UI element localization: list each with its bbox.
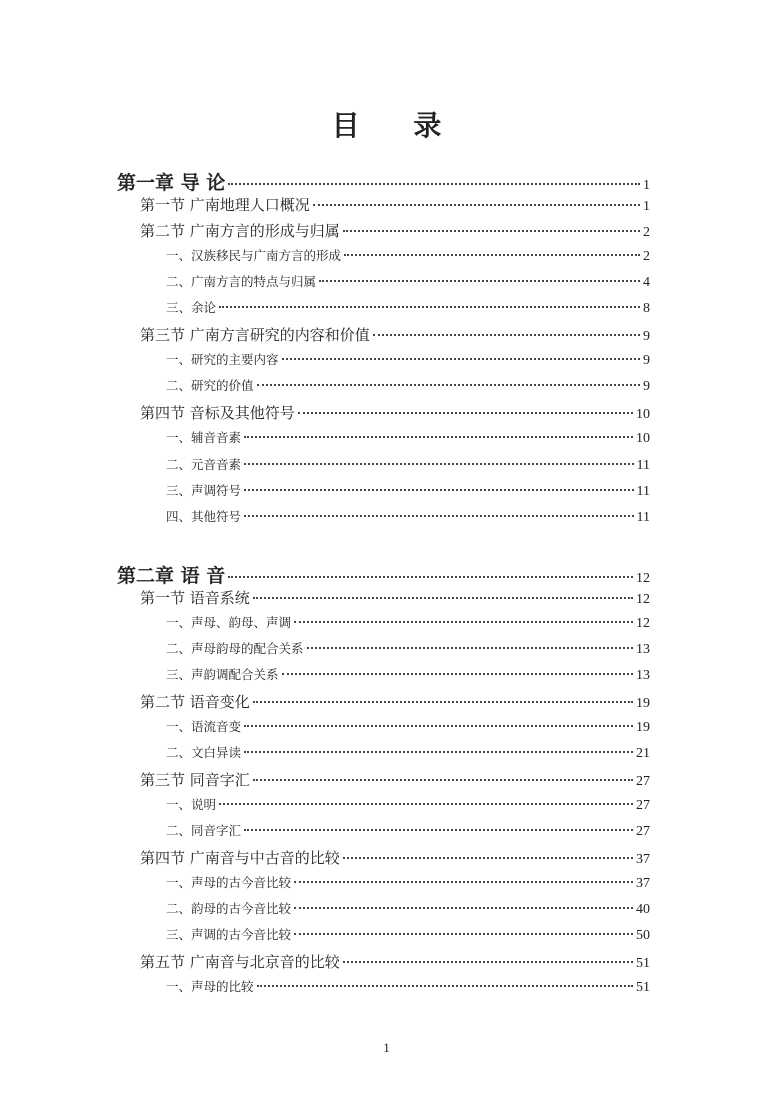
toc-section-entry[interactable]	[140, 769, 650, 791]
toc-section-entry[interactable]	[140, 324, 650, 346]
toc-entry-label: 一、声母、韵母、声调	[166, 615, 292, 630]
dot-leader	[244, 725, 633, 727]
dot-leader	[219, 803, 633, 805]
dot-leader	[253, 701, 633, 703]
toc-entry-page: 21	[636, 746, 650, 761]
toc-item-entry[interactable]	[166, 246, 650, 268]
toc-entry-page: 40	[636, 902, 650, 917]
dot-leader	[257, 985, 633, 987]
dot-leader	[373, 334, 640, 336]
toc-entry-label: 第五节 广南音与北京音的比较	[140, 953, 340, 971]
toc-entry-label: 一、汉族移民与广南方言的形成	[166, 248, 342, 263]
toc-entry-label: 第二章 语 音	[117, 565, 226, 587]
toc-entry-page: 1	[643, 178, 650, 193]
toc-entry-page: 37	[636, 876, 650, 891]
toc-item-entry[interactable]	[166, 795, 650, 817]
toc-item-entry[interactable]	[166, 481, 650, 503]
toc-entry-label: 一、研究的主要内容	[166, 352, 279, 367]
toc-entry-page: 51	[636, 980, 650, 995]
toc-entry-page: 11	[636, 458, 650, 473]
toc-entry-page: 13	[636, 642, 650, 657]
dot-leader	[282, 673, 633, 675]
toc-entry-page: 8	[643, 301, 650, 316]
toc-section-entry[interactable]	[140, 587, 650, 609]
dot-leader	[282, 358, 640, 360]
toc-chapter-entry[interactable]	[117, 168, 650, 194]
dot-leader	[343, 961, 633, 963]
dot-leader	[294, 621, 633, 623]
toc-item-entry[interactable]	[166, 428, 650, 450]
toc-entry-label: 一、辅音音素	[166, 430, 242, 445]
toc-section-entry[interactable]	[140, 220, 650, 242]
toc-item-entry[interactable]	[166, 639, 650, 661]
dot-leader	[343, 857, 633, 859]
toc-section-entry[interactable]	[140, 951, 650, 973]
toc-section-entry[interactable]	[140, 691, 650, 713]
dot-leader	[307, 647, 633, 649]
toc-entry-page: 11	[636, 510, 650, 525]
toc-item-entry[interactable]	[166, 507, 650, 529]
toc-entry-label: 第一节 语音系统	[140, 589, 250, 607]
toc-entry-page: 9	[643, 379, 650, 394]
toc-entry-label: 第二节 语音变化	[140, 693, 250, 711]
toc-item-entry[interactable]	[166, 613, 650, 635]
toc-entry-page: 27	[636, 824, 650, 839]
toc-entry-page: 10	[636, 407, 650, 422]
toc-entry-page: 19	[636, 696, 650, 711]
toc-entry-label: 第四节 音标及其他符号	[140, 404, 295, 422]
page-title: 目 录	[331, 109, 464, 142]
toc-item-entry[interactable]	[166, 717, 650, 739]
toc-item-entry[interactable]	[166, 743, 650, 765]
toc-entry-label: 四、其他符号	[166, 509, 242, 524]
toc-section-entry[interactable]	[140, 402, 650, 424]
toc-entry-page: 51	[636, 956, 650, 971]
toc-chapter-entry[interactable]	[117, 561, 650, 587]
dot-leader	[244, 436, 633, 438]
toc-item-entry[interactable]	[166, 298, 650, 320]
toc-entry-page: 12	[636, 571, 650, 586]
toc-item-entry[interactable]	[166, 977, 650, 999]
toc-entry-page: 2	[643, 249, 650, 264]
toc-entry-page: 4	[643, 275, 650, 290]
toc-entry-label: 第三节 广南方言研究的内容和价值	[140, 326, 370, 344]
toc-item-entry[interactable]	[166, 272, 650, 294]
toc-entry-label: 第一节 广南地理人口概况	[140, 196, 310, 214]
dot-leader	[244, 489, 634, 491]
toc-entry-label: 二、同音字汇	[166, 823, 242, 838]
toc-item-entry[interactable]	[166, 665, 650, 687]
dot-leader	[294, 881, 633, 883]
toc-entry-label: 二、研究的价值	[166, 378, 254, 393]
toc-entry-label: 第三节 同音字汇	[140, 771, 250, 789]
toc-entry-label: 三、声调符号	[166, 483, 242, 498]
toc-entry-label: 三、声韵调配合关系	[166, 667, 279, 682]
toc-item-entry[interactable]	[166, 376, 650, 398]
toc-entry-label: 第二节 广南方言的形成与归属	[140, 222, 340, 240]
dot-leader	[294, 907, 633, 909]
toc-entry-page: 27	[636, 774, 650, 789]
dot-leader	[228, 576, 633, 578]
toc-entry-label: 第四节 广南音与中古音的比较	[140, 849, 340, 867]
toc-entry-label: 二、文白异读	[166, 745, 242, 760]
dot-leader	[244, 829, 633, 831]
toc-entry-page: 9	[643, 353, 650, 368]
toc-entry-label: 一、声母的古今音比较	[166, 875, 292, 890]
dot-leader	[244, 515, 634, 517]
toc-item-entry[interactable]	[166, 350, 650, 372]
toc-entry-label: 一、说明	[166, 797, 217, 812]
dot-leader	[294, 933, 633, 935]
toc-entry-page: 2	[643, 225, 650, 240]
dot-leader	[344, 254, 640, 256]
toc-section-entry[interactable]	[140, 847, 650, 869]
toc-entry-page: 50	[636, 928, 650, 943]
toc-entry-label: 二、声母韵母的配合关系	[166, 641, 304, 656]
toc-entry-page: 27	[636, 798, 650, 813]
dot-leader	[313, 204, 640, 206]
toc-entry-page: 10	[636, 431, 650, 446]
dot-leader	[244, 751, 633, 753]
toc-entry-page: 12	[636, 592, 650, 607]
toc-entry-label: 第一章 导 论	[117, 172, 226, 194]
dot-leader	[253, 597, 633, 599]
toc-entry-label: 一、语流音变	[166, 719, 242, 734]
dot-leader	[257, 384, 640, 386]
toc-entry-page: 37	[636, 852, 650, 867]
toc-item-entry[interactable]	[166, 455, 650, 477]
toc-entry-page: 9	[643, 329, 650, 344]
toc-entry-page: 1	[643, 199, 650, 214]
toc-entry-page: 11	[636, 484, 650, 499]
page-number: 1	[383, 1040, 390, 1055]
dot-leader	[298, 412, 633, 414]
toc-item-entry[interactable]	[166, 899, 650, 921]
toc-entry-label: 二、广南方言的特点与归属	[166, 274, 317, 289]
toc-entry-page: 13	[636, 668, 650, 683]
toc-entry-label: 三、余论	[166, 300, 217, 315]
toc-item-entry[interactable]	[166, 821, 650, 843]
toc-entry-label: 一、声母的比较	[166, 979, 254, 994]
toc-entry-label: 三、声调的古今音比较	[166, 927, 292, 942]
toc-section-entry[interactable]	[140, 194, 650, 216]
toc-item-entry[interactable]	[166, 873, 650, 895]
dot-leader	[244, 463, 634, 465]
toc-entry-page: 12	[636, 616, 650, 631]
toc-entry-label: 二、韵母的古今音比较	[166, 901, 292, 916]
dot-leader	[219, 306, 640, 308]
toc-item-entry[interactable]	[166, 925, 650, 947]
toc-entry-label: 二、元音音素	[166, 457, 242, 472]
dot-leader	[228, 183, 640, 185]
dot-leader	[343, 230, 640, 232]
dot-leader	[253, 779, 633, 781]
dot-leader	[319, 280, 640, 282]
toc-entry-page: 19	[636, 720, 650, 735]
